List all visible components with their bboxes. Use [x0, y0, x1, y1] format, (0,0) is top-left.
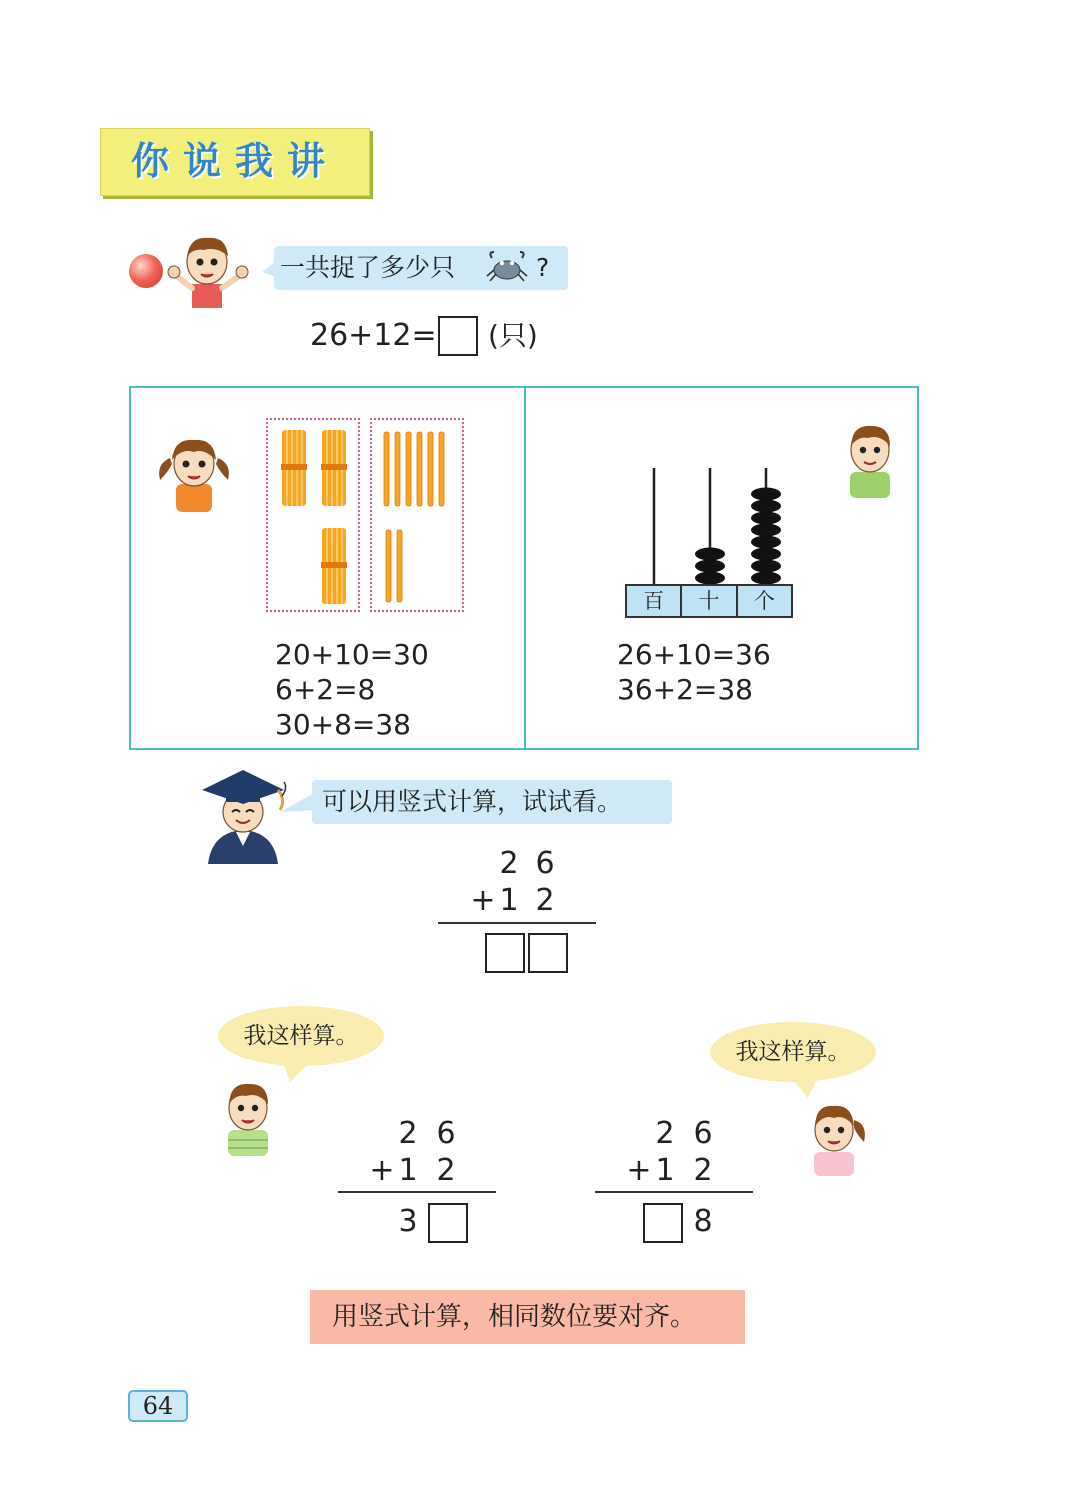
bubble-tail	[282, 1060, 312, 1082]
abacus-bead-ones	[751, 536, 781, 549]
stick-bundle-icon	[320, 428, 348, 510]
abacus-bead-ones	[751, 524, 781, 537]
question-mark: ?	[536, 253, 550, 282]
main-equation-left: 26+12=	[310, 318, 437, 353]
right-result-ones: 8	[693, 1204, 713, 1239]
abacus-bead-tens	[695, 572, 725, 585]
place-label-tens: 十	[682, 586, 737, 616]
main-answer-ones-box[interactable]	[528, 933, 568, 973]
boy-left-icon	[220, 1076, 276, 1158]
boy-waving-icon	[166, 230, 250, 310]
abacus-bead-ones	[751, 500, 781, 513]
abacus-bead-tens	[695, 548, 725, 561]
question-bubble	[274, 246, 568, 290]
page-number: 64	[128, 1390, 188, 1422]
question-text: 一共捉了多少只	[280, 253, 456, 282]
section-title-banner	[100, 128, 370, 196]
left-plus: +	[369, 1153, 395, 1188]
right-bottom-tens: 1	[655, 1153, 675, 1188]
main-top-tens: 2	[499, 846, 519, 881]
main-equation-unit: (只)	[488, 319, 538, 352]
crab-icon	[486, 250, 528, 284]
abacus-bead-ones	[751, 512, 781, 525]
hint-bubble: 可以用竖式计算，试试看。	[312, 780, 672, 824]
abacus-bead-ones	[751, 488, 781, 501]
main-answer-tens-box[interactable]	[485, 933, 525, 973]
right-bottom-ones: 2	[693, 1153, 713, 1188]
left-bottom-tens: 1	[398, 1153, 418, 1188]
abacus	[620, 462, 800, 592]
left-equation-1: 20+10=30	[275, 638, 429, 671]
left-equation-2: 6+2=8	[275, 673, 376, 706]
girl-pigtails-icon	[152, 430, 236, 514]
right-top-tens: 2	[655, 1116, 675, 1151]
single-sticks-icon	[384, 528, 408, 606]
right-sum-line	[595, 1191, 753, 1193]
stick-bundle-icon	[280, 428, 308, 510]
right-equation-1: 26+10=36	[617, 638, 771, 671]
left-result-tens: 3	[398, 1204, 418, 1239]
stick-bundle-icon	[320, 526, 348, 608]
main-plus: +	[470, 883, 496, 918]
place-value-table	[625, 584, 793, 618]
section-title: 你说我讲	[130, 139, 339, 183]
boy-icon	[840, 418, 900, 500]
left-bottom-ones: 2	[436, 1153, 456, 1188]
left-top-tens: 2	[398, 1116, 418, 1151]
place-label-ones: 个	[753, 589, 775, 613]
right-plus: +	[626, 1153, 652, 1188]
abacus-bead-tens	[695, 560, 725, 573]
girl-right-icon	[800, 1096, 870, 1176]
main-equation	[310, 316, 437, 356]
left-sum-line	[338, 1191, 496, 1193]
main-sum-line	[438, 922, 596, 924]
answer-box[interactable]	[438, 316, 478, 356]
left-top-ones: 6	[436, 1116, 456, 1151]
speech-bubble-left: 我这样算。	[218, 1006, 384, 1066]
right-top-ones: 6	[693, 1116, 713, 1151]
place-label-hundreds: 百	[627, 586, 682, 616]
abacus-bead-ones	[751, 572, 781, 585]
right-equation-2: 36+2=38	[617, 673, 753, 706]
right-answer-tens-box[interactable]	[643, 1203, 683, 1243]
bubble-tail	[280, 792, 316, 816]
abacus-bead-ones	[751, 548, 781, 561]
doctor-character-icon	[198, 760, 288, 864]
single-sticks-icon	[382, 430, 452, 510]
left-equation-3: 30+8=38	[275, 708, 411, 741]
tip-box: 用竖式计算，相同数位要对齐。	[310, 1290, 745, 1344]
red-bullet-icon	[129, 254, 163, 288]
abacus-bead-ones	[751, 560, 781, 573]
main-bottom-tens: 1	[499, 883, 519, 918]
speech-bubble-right: 我这样算。	[710, 1022, 876, 1082]
panel-divider	[524, 386, 526, 750]
left-answer-ones-box[interactable]	[428, 1203, 468, 1243]
bubble-tail	[790, 1076, 820, 1098]
main-bottom-ones: 2	[535, 883, 555, 918]
main-top-ones: 6	[535, 846, 555, 881]
